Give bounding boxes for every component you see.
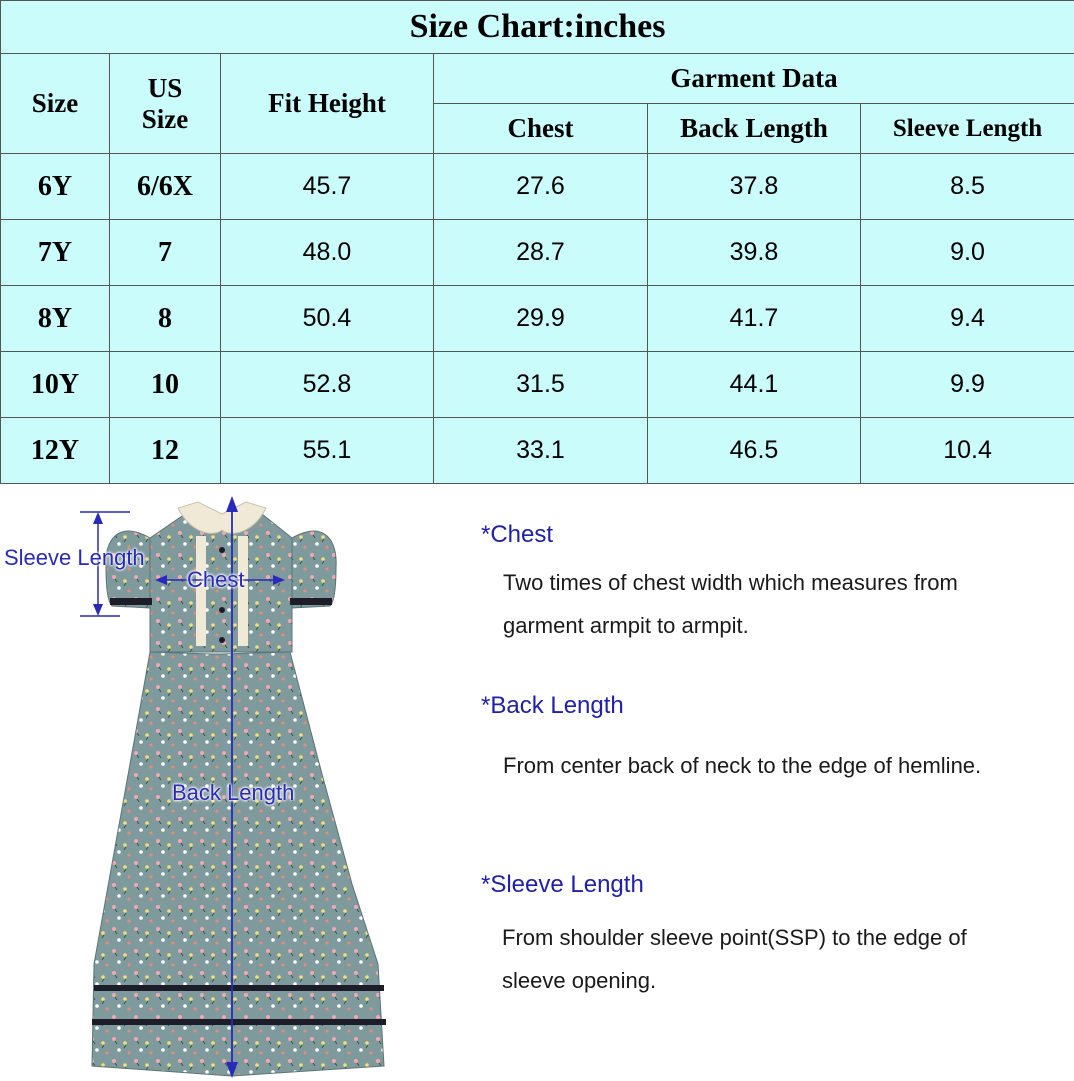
table-row xyxy=(1,220,1074,286)
cell-us-size: 10 xyxy=(110,352,221,418)
cell-sleeve-length: 9.4 xyxy=(861,286,1074,352)
sleeve-length-label: Sleeve Length xyxy=(4,545,145,570)
note-sleeve-length-text xyxy=(502,916,1042,1002)
note-sleeve-length-line1: From shoulder sleeve point(SSP) to the edge of xyxy=(502,925,967,950)
cell-chest: 31.5 xyxy=(434,352,648,418)
cell-us-size: 12 xyxy=(110,418,221,484)
cell-chest: 27.6 xyxy=(434,154,648,220)
note-chest-text xyxy=(503,561,1043,647)
note-sleeve-length-title: *Sleeve Length xyxy=(481,871,644,898)
cell-fit-height: 55.1 xyxy=(221,418,434,484)
note-back-length-text xyxy=(503,744,1043,787)
right-sleeve xyxy=(292,531,336,608)
table-row xyxy=(1,418,1074,484)
cell-us-size: 7 xyxy=(110,220,221,286)
cell-back-length: 39.8 xyxy=(648,220,861,286)
dress-skirt xyxy=(92,652,384,1076)
note-back-length-line1: From center back of neck to the edge of hemline. xyxy=(503,753,982,778)
cell-back-length: 37.8 xyxy=(648,154,861,220)
table-row xyxy=(1,352,1074,418)
cell-fit-height: 52.8 xyxy=(221,352,434,418)
header-us-size-line1: US xyxy=(147,72,183,103)
dress-figure xyxy=(0,484,440,1081)
cell-back-length: 44.1 xyxy=(648,352,861,418)
header-back-length: Back Length xyxy=(648,104,861,154)
cell-size: 8Y xyxy=(1,286,110,352)
chest-label: Chest xyxy=(187,567,245,592)
cell-size: 6Y xyxy=(1,154,110,220)
cell-chest: 29.9 xyxy=(434,286,648,352)
size-chart-table xyxy=(0,0,1074,484)
note-sleeve-length-line2: sleeve opening. xyxy=(502,968,657,993)
cell-fit-height: 48.0 xyxy=(221,220,434,286)
header-fit-height: Fit Height xyxy=(221,54,434,154)
header-size: Size xyxy=(1,54,110,154)
cell-size: 12Y xyxy=(1,418,110,484)
button xyxy=(219,607,225,613)
cell-sleeve-length: 10.4 xyxy=(861,418,1074,484)
cell-back-length: 41.7 xyxy=(648,286,861,352)
cell-us-size: 6/6X xyxy=(110,154,221,220)
table-row xyxy=(1,154,1074,220)
button xyxy=(219,637,225,643)
note-chest-line1: Two times of chest width which measures from xyxy=(503,570,958,595)
cell-size: 7Y xyxy=(1,220,110,286)
cell-back-length: 46.5 xyxy=(648,418,861,484)
note-back-length-title: *Back Length xyxy=(481,692,624,719)
button xyxy=(219,547,225,553)
right-sleeve-band xyxy=(290,598,332,605)
cell-fit-height: 50.4 xyxy=(221,286,434,352)
note-chest-line2: garment armpit to armpit. xyxy=(503,613,749,638)
header-us-size-line2: Size xyxy=(141,103,189,134)
note-chest-title: *Chest xyxy=(481,521,554,548)
chart-title: Size Chart:inches xyxy=(1,1,1074,54)
table-row xyxy=(1,286,1074,352)
header-us-size xyxy=(110,54,221,154)
cell-sleeve-length: 8.5 xyxy=(861,154,1074,220)
back-length-label: Back Length xyxy=(172,780,295,805)
cell-us-size: 8 xyxy=(110,286,221,352)
left-sleeve-band xyxy=(110,598,152,605)
cell-sleeve-length: 9.9 xyxy=(861,352,1074,418)
header-sleeve-length: Sleeve Length xyxy=(861,104,1074,154)
cell-chest: 28.7 xyxy=(434,220,648,286)
cell-size: 10Y xyxy=(1,352,110,418)
cell-sleeve-length: 9.0 xyxy=(861,220,1074,286)
cell-fit-height: 45.7 xyxy=(221,154,434,220)
header-garment-data: Garment Data xyxy=(434,54,1074,104)
cell-chest: 33.1 xyxy=(434,418,648,484)
header-chest: Chest xyxy=(434,104,648,154)
